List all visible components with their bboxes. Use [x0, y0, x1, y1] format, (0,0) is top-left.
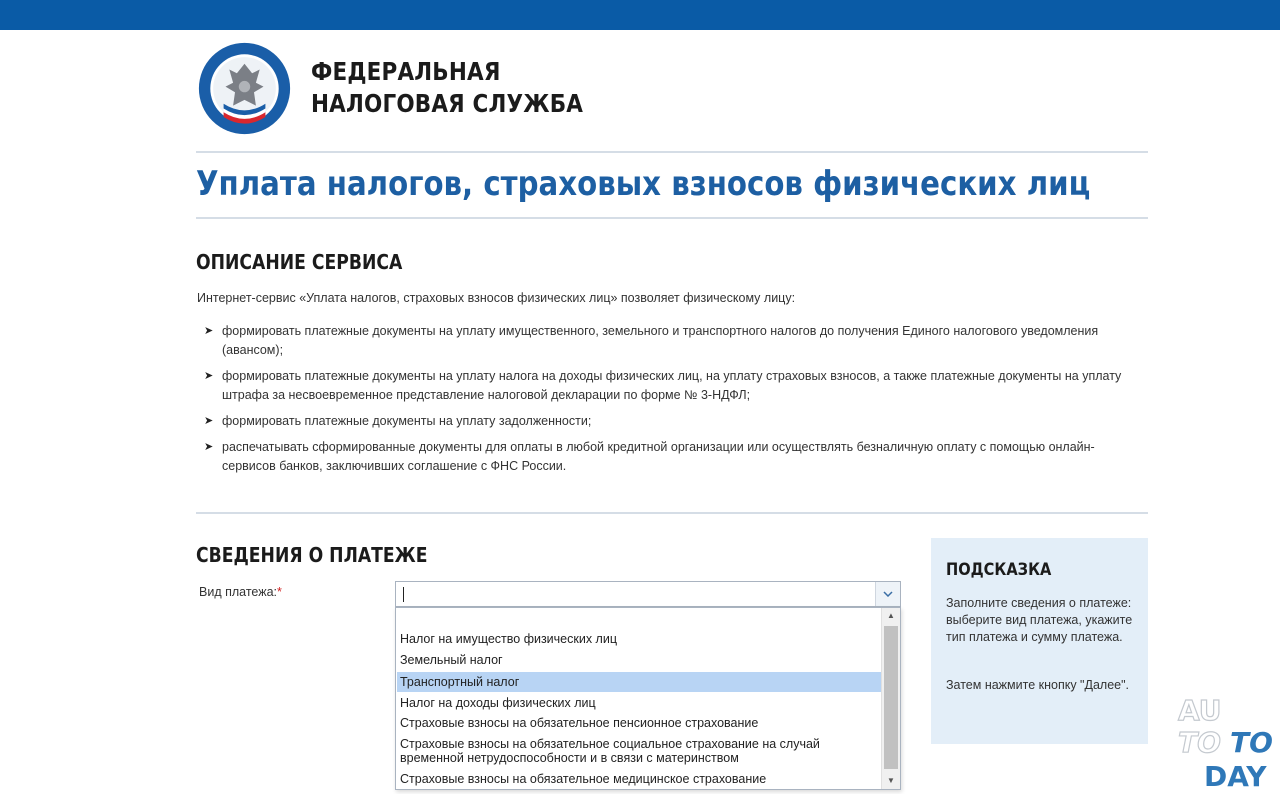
divider	[196, 512, 1148, 514]
option-medical-insurance[interactable]: Страховые взносы на обязательное медицинское страхование	[400, 772, 767, 786]
scroll-up-arrow-icon[interactable]: ▲	[887, 611, 895, 620]
hint-title: ПОДСКАЗКА	[946, 560, 1052, 580]
watermark-day: DAY	[1204, 760, 1267, 793]
payment-type-label-text: Вид платежа:	[199, 585, 278, 599]
top-bar	[0, 0, 1280, 30]
arrow-bullet-icon: ➤	[204, 415, 214, 427]
list-item-text: формировать платежные документы на уплату налога на доходы физических лиц, на уплату страховых взносов, а также платежные документы на уплату штрафа за несвоевременное представление налоговой декларации по форме № 3-НДФЛ;	[222, 369, 1122, 402]
arrow-bullet-icon: ➤	[204, 441, 214, 453]
list-item	[204, 322, 1144, 360]
divider	[196, 217, 1148, 219]
fns-emblem-logo[interactable]	[197, 41, 292, 136]
required-mark: *	[277, 585, 282, 599]
description-list	[204, 322, 1144, 483]
list-item	[204, 367, 1144, 405]
watermark-au: AU	[1178, 694, 1222, 727]
payment-type-label	[199, 585, 282, 599]
dropdown-toggle-button[interactable]	[875, 582, 900, 606]
option-income-tax[interactable]: Налог на доходы физических лиц	[400, 696, 596, 710]
description-intro: Интернет-сервис «Уплата налогов, страховых взносов физических лиц» позволяет физическому лицу:	[197, 291, 796, 305]
hint-text-1: Заполните сведения о платеже: выберите вид платежа, укажите тип платежа и сумму платежа.	[946, 596, 1133, 644]
option-empty[interactable]	[397, 611, 881, 625]
arrow-bullet-icon: ➤	[204, 370, 214, 382]
description-title: ОПИСАНИЕ СЕРВИСА	[196, 250, 403, 274]
autotoday-watermark	[1172, 690, 1280, 794]
payment-type-dropdown[interactable]	[395, 607, 901, 790]
option-land-tax[interactable]: Земельный налог	[400, 653, 503, 667]
watermark-to-2: TO	[1230, 726, 1273, 759]
arrow-bullet-icon: ➤	[204, 325, 214, 337]
org-name-line1: ФЕДЕРАЛЬНАЯ	[311, 57, 501, 86]
list-item-text: формировать платежные документы на уплату имущественного, земельного и транспортного налогов до получения Единого налогового уведомления (авансом);	[222, 324, 1099, 357]
option-transport-tax[interactable]: Транспортный налог	[397, 672, 881, 692]
payment-type-select[interactable]	[395, 581, 901, 607]
list-item	[204, 412, 1144, 431]
list-item-text: распечатывать сформированные документы для оплаты в любой кредитной организации или осуществлять безналичную оплату с помощью онлайн-сервисов банков, заключивших соглашение с ФНС России.	[222, 440, 1095, 473]
page-title: Уплата налогов, страховых взносов физических лиц	[196, 164, 1091, 204]
hint-panel	[931, 538, 1148, 744]
text-caret	[403, 587, 404, 602]
scroll-down-arrow-icon[interactable]: ▼	[887, 776, 895, 785]
watermark-to-1: TO	[1178, 726, 1221, 759]
divider	[196, 151, 1148, 153]
list-item-text: формировать платежные документы на уплату задолженности;	[222, 414, 592, 428]
payment-title: СВЕДЕНИЯ О ПЛАТЕЖЕ	[196, 543, 428, 567]
org-name-line2: НАЛОГОВАЯ СЛУЖБА	[311, 89, 584, 118]
option-pension-insurance[interactable]: Страховые взносы на обязательное пенсионное страхование	[400, 716, 759, 730]
option-property-tax[interactable]: Налог на имущество физических лиц	[400, 632, 617, 646]
option-social-insurance[interactable]: Страховые взносы на обязательное социальное страхование на случай временной нетрудоспособности и в связи с материнством	[400, 737, 820, 765]
dropdown-scrollbar[interactable]	[881, 608, 900, 789]
scroll-thumb[interactable]	[884, 626, 898, 769]
list-item	[204, 438, 1144, 476]
hint-text-2: Затем нажмите кнопку "Далее".	[946, 678, 1130, 692]
chevron-down-icon	[883, 591, 893, 597]
org-name	[311, 56, 583, 120]
